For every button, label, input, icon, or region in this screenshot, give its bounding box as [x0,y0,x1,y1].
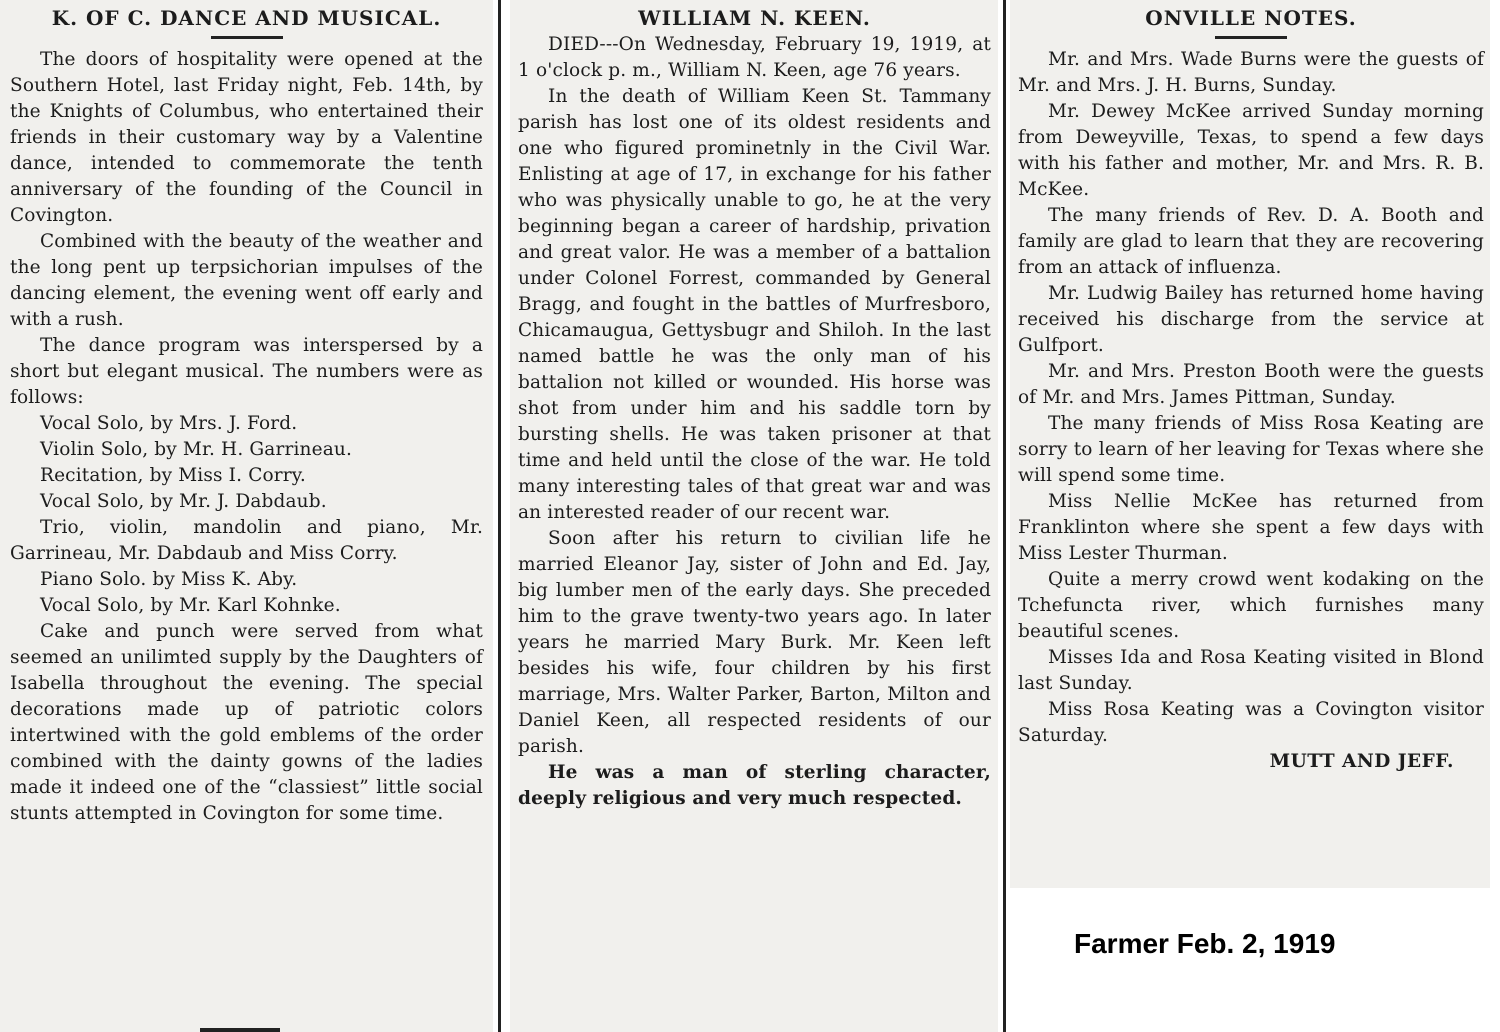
column-end-rule [200,1028,280,1032]
headline-onville-notes: ONVILLE NOTES. [1145,6,1357,30]
paragraph: The dance program was interspersed by a short but elegant musical. The numbers were as follows: [10,335,483,408]
paragraph: In the death of William Keen St. Tammany parish has lost one of its oldest residents and one who figured prominetnly in the Civil War. Enlisting at age of 17, in exchange for his father who was physically unable to go, he at the very beginning began a career of hardship, privation and great valor. He was a member of a battalion under Colonel Forrest, commanded by General Bragg, and fought in the battles of Murfresboro, Chicamaugua, Gettysbugr and Shiloh. In the last named battle he was the only man of his battalion not killed or wounded. His horse was shot from under him and his saddle torn by bursting shells. He was taken prisoner at that time and held until the close of the war. He told many interesting tales of that great war and was an interested reader of our recent war. [518,86,991,523]
headline-divider [1215,36,1287,39]
note-item: Quite a merry crowd went kodaking on the Tchefuncta river, which furnishes many beautiful scenes. [1018,569,1484,642]
paragraph: Cake and punch were served from what seemed an unilimted supply by the Daughters of Isabella throughout the evening. The special decorations made up of patriotic colors intertwined with the gold emblems of the order combined with the dainty gowns of the ladies made it indeed one of the “classiest” little social stunts attempted in Covington for some time. [10,621,483,824]
note-item: Mr. and Mrs. Wade Burns were the guests of Mr. and Mrs. J. H. Burns, Sunday. [1018,49,1484,96]
paragraph: Soon after his return to civilian life he married Eleanor Jay, sister of John and Ed. Jay, big lumber men of the early days. She preceded him to the grave twenty-two years ago. In later years he married Mary Burk. Mr. Keen left besides his wife, four children by his first marriage, Mrs. Walter Parker, Barton, Milton and Daniel Keen, all respected residents of our parish. [518,528,991,757]
headline-william-keen: WILLIAM N. KEEN. [638,6,871,30]
headline-kc-dance: K. OF C. DANCE AND MUSICAL. [51,6,442,30]
program-item: Violin Solo, by Mr. H. Garrineau. [40,439,352,460]
note-item: The many friends of Miss Rosa Keating are sorry to learn of her leaving for Texas where she will spend some time. [1018,413,1484,486]
headline-divider [211,36,283,39]
program-item: Vocal Solo, by Mr. Karl Kohnke. [40,595,341,616]
column-kc-dance [0,0,493,1032]
program-item: Vocal Solo, by Mr. J. Dabdaub. [40,491,327,512]
paragraph: Combined with the beauty of the weather and the long pent up terpsichorian impulses of the dancing element, the evening went off early and with a rush. [10,231,483,330]
note-item: Miss Nellie McKee has returned from Franklinton where she spent a few days with Miss Lester Thurman. [1018,491,1484,564]
source-caption: Farmer Feb. 2, 1919 [1074,928,1336,959]
paragraph-closing: He was a man of sterling character, deeply religious and very much respected. [518,762,991,809]
paragraph: The doors of hospitality were opened at the Southern Hotel, last Friday night, Feb. 14th, by the Knights of Columbus, who entertained their friends in their customary way by a Valentine dance, intended to commemorate the tenth anniversary of the founding of the Council in Covington. [10,49,483,226]
note-item: The many friends of Rev. D. A. Booth and family are glad to learn that they are recovering from an attack of influenza. [1018,205,1484,278]
note-item: Mr. Dewey McKee arrived Sunday morning from Deweyville, Texas, to spend a few days with his father and mother, Mr. and Mrs. R. B. McKee. [1018,101,1484,200]
signature: MUTT AND JEFF. [1269,751,1454,772]
paragraph: DIED---On Wednesday, February 19, 1919, at 1 o'clock p. m., William N. Keen, age 76 years. [518,34,991,81]
program-item: Trio, violin, mandolin and piano, Mr. Garrineau, Mr. Dabdaub and Miss Corry. [10,517,483,564]
column-rule [498,0,501,1032]
program-item: Piano Solo. by Miss K. Aby. [40,569,298,590]
program-item: Vocal Solo, by Mrs. J. Ford. [40,413,298,434]
program-item: Recitation, by Miss I. Corry. [40,465,306,486]
note-item: Mr. Ludwig Bailey has returned home having received his discharge from the service at Gulfport. [1018,283,1484,356]
column-rule [1003,0,1006,1032]
column-onville-notes [1010,0,1490,888]
note-item: Miss Rosa Keating was a Covington visitor Saturday. [1018,699,1484,746]
note-item: Misses Ida and Rosa Keating visited in Blond last Sunday. [1018,647,1484,694]
column-william-keen [510,0,998,1032]
note-item: Mr. and Mrs. Preston Booth were the guests of Mr. and Mrs. James Pittman, Sunday. [1018,361,1484,408]
